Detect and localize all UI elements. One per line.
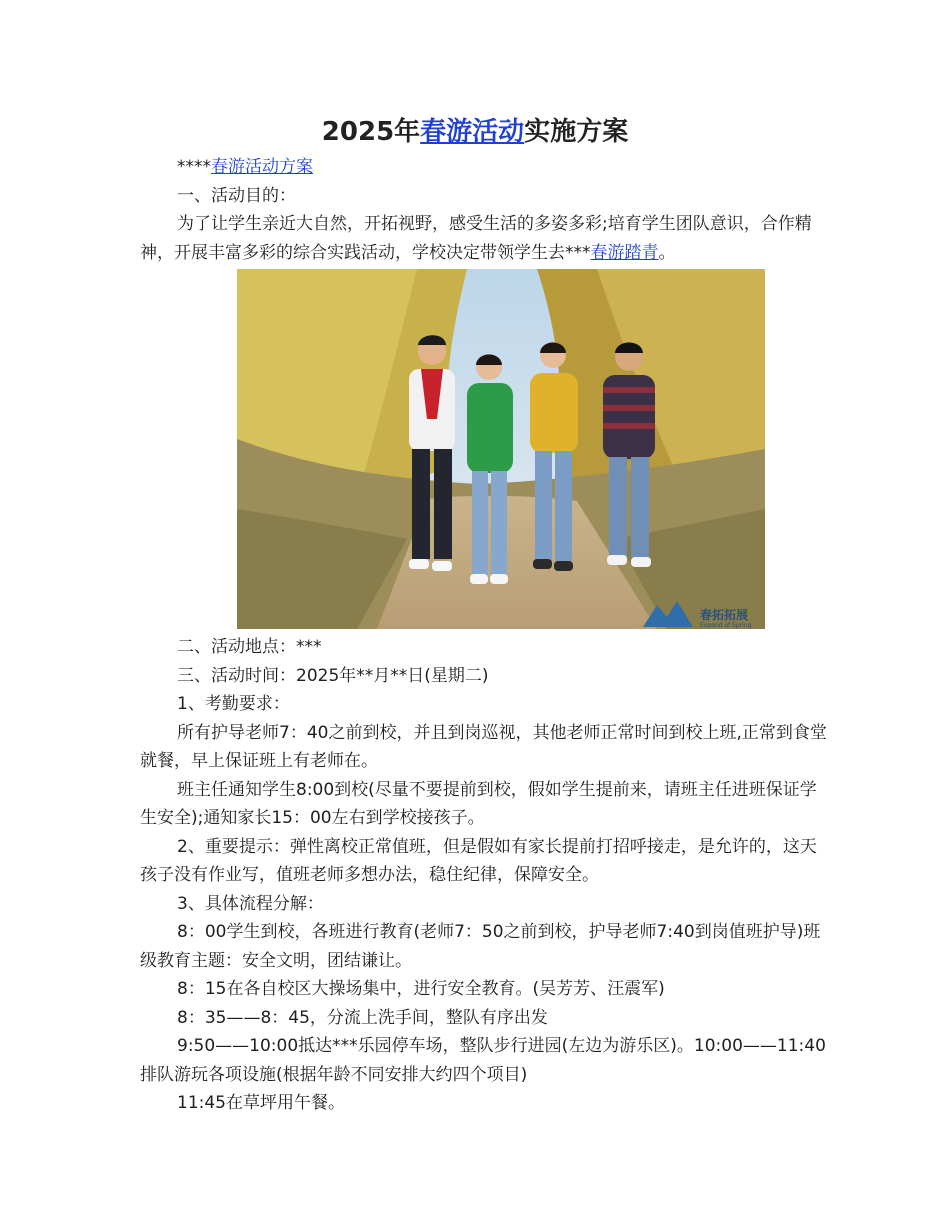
schedule-item-arrival: 8：00学生到校，各班进行教育(老师7：50之前到校，护导老师7:40到岗值班护导)班级教育主题：安全文明，团结谦让。 bbox=[140, 922, 821, 971]
document-title bbox=[0, 112, 950, 152]
important-notice: 2、重要提示：弹性离校正常值班，但是假如有家长提前打招呼接走，是允许的，这天孩子没有作业写，值班老师多想办法，稳住纪律，保障安全。 bbox=[140, 836, 817, 885]
lower-text-block bbox=[140, 633, 830, 1118]
attendance-teachers: 所有护导老师7：40之前到校，并且到岗巡视，其他老师正常时间到校上班,正常到食堂就餐，早上保证班上有老师在。 bbox=[140, 722, 827, 771]
intro-line bbox=[140, 153, 830, 182]
title-prefix: 2025年 bbox=[321, 117, 421, 147]
title-suffix: 实施方案 bbox=[524, 117, 629, 147]
section-heading-purpose: 一、活动目的： bbox=[177, 185, 296, 206]
upper-text-block bbox=[140, 153, 830, 267]
schedule-item-departure: 8：35——8：45，分流上洗手间，整队有序出发 bbox=[177, 1007, 548, 1028]
schedule-item-lunch: 11:45在草坪用午餐。 bbox=[177, 1093, 345, 1113]
intro-prefix: **** bbox=[177, 157, 211, 177]
watermark-text: 春拓拓展 bbox=[700, 608, 749, 622]
intro-link[interactable]: 春游活动方案 bbox=[211, 157, 313, 177]
location-line: 二、活动地点：*** bbox=[177, 637, 322, 657]
watermark-subtext: Expend of Spring bbox=[700, 622, 752, 629]
hiking-photo bbox=[237, 269, 765, 629]
attendance-students: 班主任通知学生8:00到校(尽量不要提前到校，假如学生提前来，请班主任进班保证学生安全);通知家长15：00左右到学校接孩子。 bbox=[140, 779, 817, 828]
purpose-link[interactable]: 春游踏青 bbox=[590, 242, 659, 263]
attendance-heading: 1、考勤要求： bbox=[177, 694, 290, 714]
purpose-text: 为了让学生亲近大自然，开拓视野，感受生活的多姿多彩;培育学生团队意识，合作精神，开展丰富多彩的综合实践活动，学校决定带领学生去*** bbox=[140, 214, 812, 263]
schedule-item-park: 9:50——10:00抵达***乐园停车场，整队步行进园(左边为游乐区)。10:00——11:40排队游玩各项设施(根据年龄不同安排大约四个项目) bbox=[140, 1036, 826, 1085]
schedule-item-assembly: 8：15在各自校区大操场集中，进行安全教育。(吴芳芳、汪震军) bbox=[177, 979, 665, 999]
purpose-suffix: 。 bbox=[658, 242, 676, 263]
schedule-heading: 3、具体流程分解： bbox=[177, 893, 324, 914]
title-link[interactable]: 春游活动 bbox=[420, 117, 525, 147]
purpose-paragraph bbox=[140, 210, 830, 267]
time-line: 三、活动时间：2025年**月**日(星期二) bbox=[177, 665, 489, 686]
